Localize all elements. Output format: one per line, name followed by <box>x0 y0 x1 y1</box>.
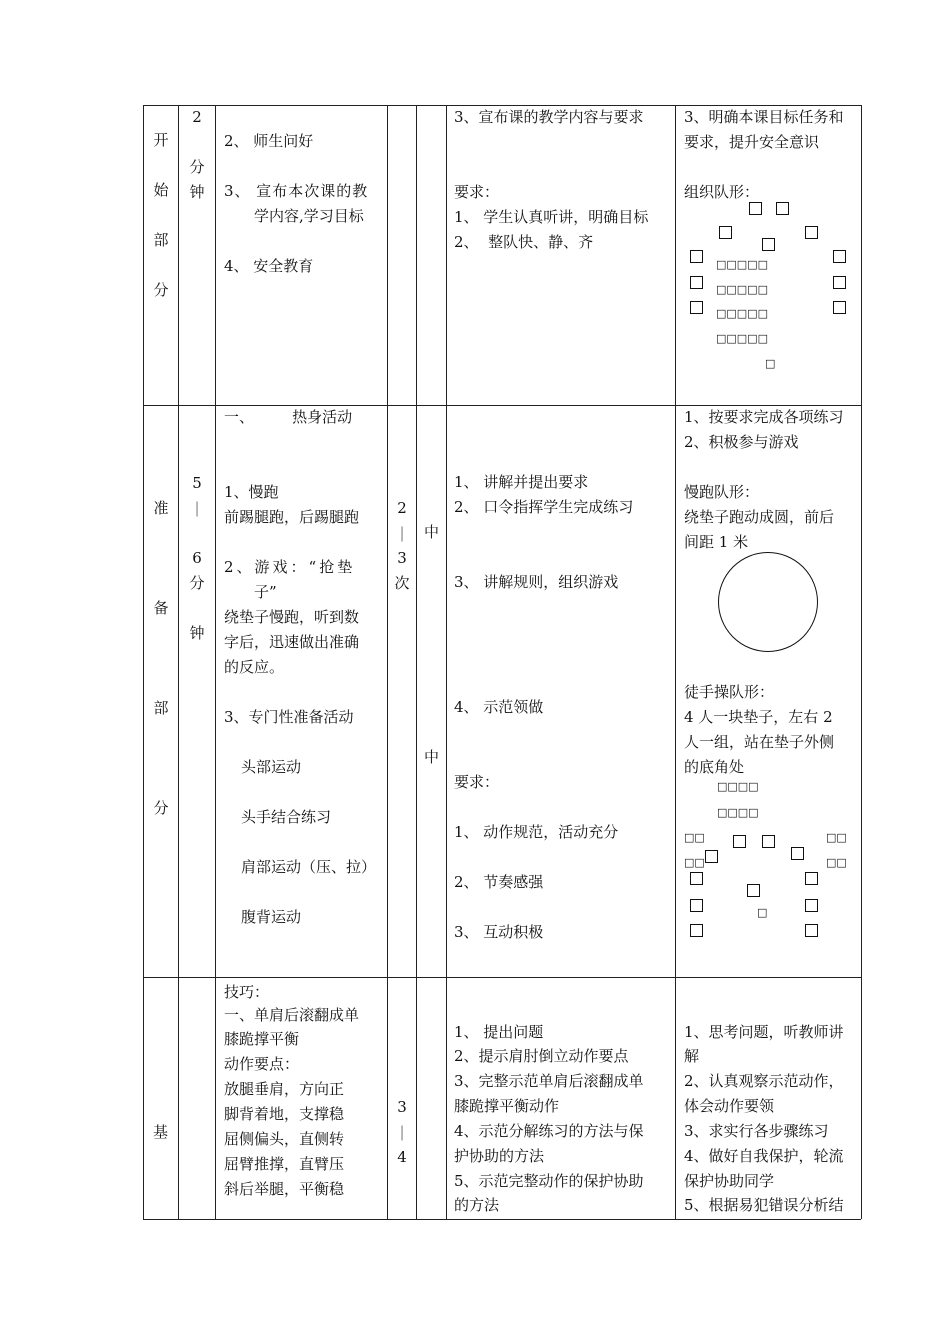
time-label <box>178 471 216 646</box>
student-row: □□□□□ <box>716 258 768 271</box>
content-line: 子” <box>254 583 277 601</box>
time-char: 钟 <box>189 183 205 201</box>
student-row: □□□□ <box>717 806 759 819</box>
student-line: 3、明确本课目标任务和 <box>684 108 844 126</box>
mat-square <box>805 924 818 937</box>
teacher-line: 2、 整队快、静、齐 <box>454 233 594 251</box>
section-char: 准 <box>153 499 169 517</box>
student-row: □□ <box>684 856 705 869</box>
student-row: □□ <box>684 831 705 844</box>
content-line: 绕垫子慢跑，听到数 <box>224 608 360 626</box>
content-line: 脚背着地，支撑稳 <box>224 1105 345 1123</box>
content-line: 学内容,学习目标 <box>254 207 364 225</box>
content-line: 屈侧偏头，直侧转 <box>224 1130 345 1148</box>
student-line: 5、根据易犯错误分析结 <box>684 1196 844 1214</box>
mat-square <box>749 202 762 215</box>
teacher-line: 的方法 <box>454 1196 500 1214</box>
student-line: 4 人一块垫子，左右 2 <box>684 708 833 726</box>
content-line: 的反应。 <box>224 658 285 676</box>
teacher-line: 4、 示范领做 <box>454 698 544 716</box>
count-char: 2 <box>397 499 407 517</box>
mat-square <box>719 226 732 239</box>
intensity-label: 中 <box>424 748 440 766</box>
time-char: 分 <box>189 574 205 592</box>
time-label <box>178 105 216 205</box>
content-line: 动作要点： <box>224 1055 300 1073</box>
mat-square <box>690 924 703 937</box>
student-line: 人一组，站在垫子外侧 <box>684 733 835 751</box>
content-line: 前踢腿跑，后踢腿跑 <box>224 508 360 526</box>
mat-square <box>833 276 846 289</box>
section-char: 部 <box>153 699 169 717</box>
time-char: 2 <box>192 108 202 126</box>
count-char: 次 <box>394 574 410 592</box>
mat-square <box>833 250 846 263</box>
student-line: 组织队形： <box>684 183 760 201</box>
mat-square <box>762 835 775 848</box>
mat-square <box>690 301 703 314</box>
content-line: 膝跪撑平衡 <box>224 1030 300 1048</box>
teacher-line: 2、提示肩肘倒立动作要点 <box>454 1047 629 1065</box>
mat-square <box>791 847 804 860</box>
teacher-line: 3、 讲解规则，组织游戏 <box>454 573 619 591</box>
student-line: 间距 1 米 <box>684 533 749 551</box>
teacher-line: 膝跪撑平衡动作 <box>454 1097 560 1115</box>
time-char: 钟 <box>189 624 205 642</box>
student-line: 要求，提升安全意识 <box>684 133 820 151</box>
teacher-marker: □ <box>765 357 776 370</box>
student-row: □□ <box>826 856 847 869</box>
teacher-line: 要求： <box>454 183 500 201</box>
content-line: 放腿垂肩，方向正 <box>224 1080 345 1098</box>
content-line: 技巧： <box>224 983 270 1001</box>
student-line: 解 <box>684 1047 700 1065</box>
intensity-label: 中 <box>424 523 440 541</box>
student-row: □□□□□ <box>716 307 768 320</box>
section-label <box>142 128 180 328</box>
mat-square <box>690 250 703 263</box>
time-char: 3 <box>397 1098 407 1116</box>
teacher-marker: □ <box>757 906 768 919</box>
student-line: 慢跑队形： <box>684 483 760 501</box>
mat-square <box>805 872 818 885</box>
teacher-line: 3、完整示范单肩后滚翻成单 <box>454 1072 644 1090</box>
mat-square <box>805 226 818 239</box>
student-row: □□ <box>826 831 847 844</box>
teacher-line: 1、 提出问题 <box>454 1023 544 1041</box>
teacher-line: 3、 互动积极 <box>454 923 544 941</box>
mat-square <box>705 850 718 863</box>
content-line: 屈臂推撑，直臂压 <box>224 1155 345 1173</box>
teacher-line: 3、宣布课的教学内容与要求 <box>454 108 644 126</box>
student-line: 徒手操队形： <box>684 683 775 701</box>
student-line: 保护协助同学 <box>684 1172 775 1190</box>
jog-circle-diagram <box>718 552 818 652</box>
mat-square <box>762 238 775 251</box>
teacher-line: 2、 口令指挥学生完成练习 <box>454 498 634 516</box>
section-char: 开 <box>153 131 169 149</box>
content-line: 头部运动 <box>241 758 302 776</box>
content-line: 字后，迅速做出准确 <box>224 633 360 651</box>
teacher-line: 1、 动作规范，活动充分 <box>454 823 619 841</box>
section-char: 备 <box>153 599 169 617</box>
student-row: □□□□ <box>717 780 759 793</box>
student-line: 的底角处 <box>684 758 745 776</box>
teacher-line: 1、 学生认真听讲，明确目标 <box>454 208 649 226</box>
teacher-line: 5、示范完整动作的保护协助 <box>454 1172 644 1190</box>
time-char: | <box>399 1123 405 1141</box>
student-row: □□□□□ <box>716 283 768 296</box>
section-char: 基 <box>153 1123 169 1141</box>
content-line: 肩部运动（压、拉） <box>241 858 377 876</box>
time-char: | <box>194 499 200 517</box>
content-line: 3、专门性准备活动 <box>224 708 354 726</box>
time-char: 4 <box>397 1148 407 1166</box>
content-line: 3、 宣布本次课的教 <box>224 182 369 200</box>
student-line: 2、认真观察示范动作， <box>684 1072 844 1090</box>
content-line: 2、 师生问好 <box>224 132 314 150</box>
section-label <box>142 496 180 821</box>
student-line: 2、积极参与游戏 <box>684 433 799 451</box>
teacher-line: 要求： <box>454 773 500 791</box>
content-line: 2、游戏：“抢垫 <box>224 558 356 576</box>
count-label <box>383 496 421 596</box>
teacher-line: 护协助的方法 <box>454 1147 545 1165</box>
content-line: 1、慢跑 <box>224 483 279 501</box>
content-line: 一、 热身活动 <box>224 408 353 426</box>
mat-square <box>747 884 760 897</box>
section-char: 始 <box>153 181 169 199</box>
content-line: 一、单肩后滚翻成单 <box>224 1006 360 1024</box>
count-char: 3 <box>397 549 407 567</box>
student-line: 4、做好自我保护，轮流 <box>684 1147 844 1165</box>
student-row: □□□□□ <box>716 332 768 345</box>
mat-square <box>733 835 746 848</box>
student-line: 绕垫子跑动成圆，前后 <box>684 508 835 526</box>
time-label <box>383 1095 421 1170</box>
time-char: 6 <box>192 549 202 567</box>
content-line: 头手结合练习 <box>241 808 332 826</box>
section-char: 分 <box>153 281 169 299</box>
mat-square <box>690 276 703 289</box>
mat-square <box>690 899 703 912</box>
mat-square <box>776 202 789 215</box>
section-char: 分 <box>153 799 169 817</box>
content-line: 4、 安全教育 <box>224 257 314 275</box>
student-line: 1、按要求完成各项练习 <box>684 408 844 426</box>
mat-square <box>833 301 846 314</box>
student-line: 3、求实行各步骤练习 <box>684 1122 829 1140</box>
teacher-line: 1、 讲解并提出要求 <box>454 473 589 491</box>
student-line: 体会动作要领 <box>684 1097 775 1115</box>
content-line: 斜后举腿，平衡稳 <box>224 1180 345 1198</box>
time-char: 5 <box>192 474 202 492</box>
mat-square <box>805 899 818 912</box>
student-line: 1、思考问题，听教师讲 <box>684 1023 844 1041</box>
section-char: 部 <box>153 231 169 249</box>
mat-square <box>690 872 703 885</box>
count-char: | <box>399 524 405 542</box>
teacher-line: 2、 节奏感强 <box>454 873 544 891</box>
content-line: 腹背运动 <box>241 908 302 926</box>
time-char: 分 <box>189 158 205 176</box>
teacher-line: 4、示范分解练习的方法与保 <box>454 1122 644 1140</box>
